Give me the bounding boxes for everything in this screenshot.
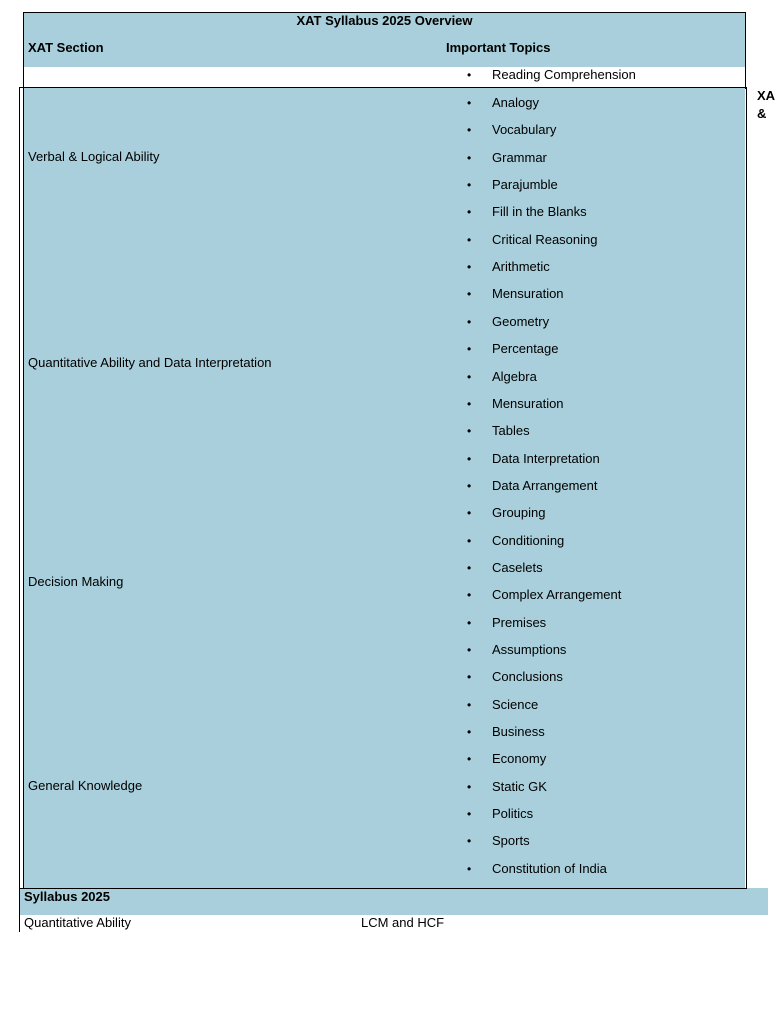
bullet-icon: • — [467, 752, 472, 766]
topic-item: Sports — [492, 833, 530, 848]
topic-item: Parajumble — [492, 177, 558, 192]
column-header-topics: Important Topics — [446, 40, 551, 55]
bullet-icon: • — [467, 452, 472, 466]
bottom-left-border — [19, 888, 20, 932]
bottom-heading-band — [20, 888, 768, 915]
topic-item: Vocabulary — [492, 122, 557, 137]
topic-item: Geometry — [492, 314, 550, 329]
bullet-icon: • — [467, 561, 472, 575]
topic-item: Grouping — [492, 505, 546, 520]
topic-item: Static GK — [492, 779, 547, 794]
topic-item: Arithmetic — [492, 259, 550, 274]
bullet-icon: • — [467, 205, 472, 219]
topic-item: Business — [492, 724, 545, 739]
section-label: Quantitative Ability and Data Interpretation — [28, 355, 272, 370]
section-label: General Knowledge — [28, 778, 143, 793]
bullet-icon: • — [467, 233, 472, 247]
topic-item: Mensuration — [492, 286, 564, 301]
bullet-icon: • — [467, 698, 472, 712]
bullet-icon: • — [467, 424, 472, 438]
topic-item: Assumptions — [492, 642, 567, 657]
topic-item: Fill in the Blanks — [492, 204, 587, 219]
topic-item: Data Arrangement — [492, 478, 598, 493]
topic-item: Reading Comprehension — [492, 67, 636, 82]
right-edge-text-2: & — [757, 106, 767, 121]
bullet-icon: • — [467, 397, 472, 411]
column-header-section: XAT Section — [28, 40, 104, 55]
topic-item: Conclusions — [492, 669, 563, 684]
bullet-icon: • — [467, 479, 472, 493]
topic-item: Grammar — [492, 150, 547, 165]
bottom-heading: Syllabus 2025 — [24, 889, 110, 904]
bullet-icon: • — [467, 534, 472, 548]
topic-item: Tables — [492, 423, 530, 438]
bullet-icon: • — [467, 68, 472, 82]
topic-item: Economy — [492, 751, 547, 766]
section-label: Decision Making — [28, 574, 124, 589]
bottom-row-topic: LCM and HCF — [361, 915, 445, 930]
bullet-icon: • — [467, 260, 472, 274]
section-label: Verbal & Logical Ability — [28, 149, 160, 164]
table-title: XAT Syllabus 2025 Overview — [296, 13, 473, 28]
topic-item: Percentage — [492, 341, 559, 356]
bullet-icon: • — [467, 807, 472, 821]
bullet-icon: • — [467, 670, 472, 684]
topic-item: Analogy — [492, 95, 539, 110]
bullet-icon: • — [467, 588, 472, 602]
right-edge-text-1: XA — [757, 88, 775, 103]
topic-item: Algebra — [492, 369, 537, 384]
topic-item: Politics — [492, 806, 534, 821]
bottom-row-section: Quantitative Ability — [24, 915, 131, 930]
bullet-icon: • — [467, 834, 472, 848]
topic-item: Critical Reasoning — [492, 232, 598, 247]
bullet-icon: • — [467, 151, 472, 165]
bullet-icon: • — [467, 780, 472, 794]
bullet-icon: • — [467, 725, 472, 739]
bullet-icon: • — [467, 287, 472, 301]
bullet-icon: • — [467, 178, 472, 192]
inner-left-border — [23, 88, 24, 888]
topic-item: Caselets — [492, 560, 543, 575]
topic-item: Data Interpretation — [492, 451, 600, 466]
bullet-icon: • — [467, 342, 472, 356]
topic-item: Mensuration — [492, 396, 564, 411]
topic-item: Complex Arrangement — [492, 587, 622, 602]
topic-item: Conditioning — [492, 533, 565, 548]
bullet-icon: • — [467, 96, 472, 110]
bullet-icon: • — [467, 643, 472, 657]
bullet-icon: • — [467, 315, 472, 329]
bullet-icon: • — [467, 506, 472, 520]
topic-item: Constitution of India — [492, 861, 607, 876]
topic-item: Premises — [492, 615, 547, 630]
body-outer-border — [19, 87, 747, 889]
bullet-icon: • — [467, 370, 472, 384]
topic-item: Science — [492, 697, 539, 712]
bullet-icon: • — [467, 862, 472, 876]
bullet-icon: • — [467, 616, 472, 630]
bullet-icon: • — [467, 123, 472, 137]
